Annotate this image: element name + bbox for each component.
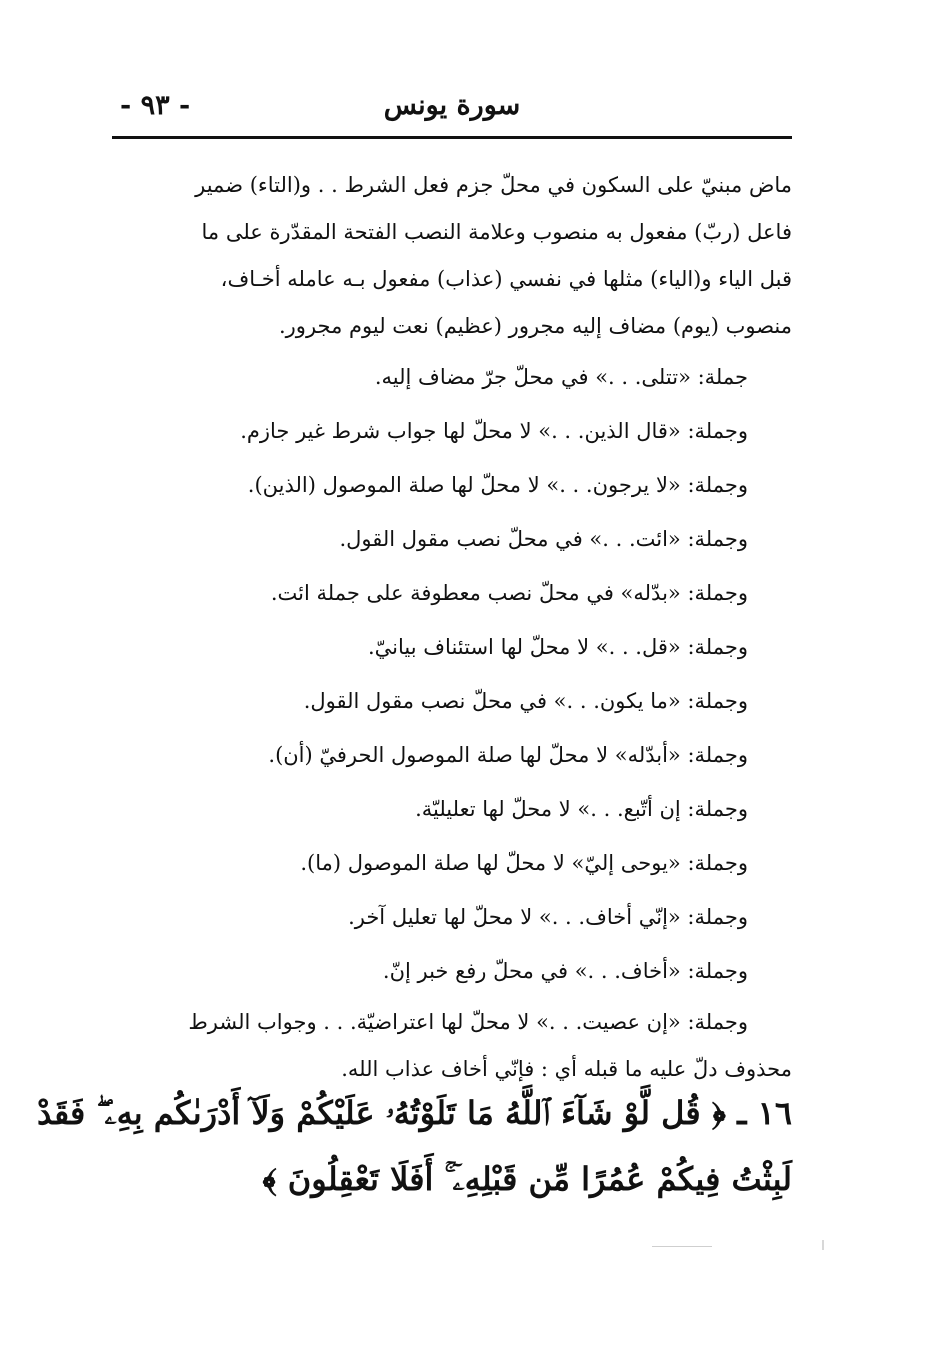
intro-paragraph	[112, 162, 792, 350]
sentence-analysis: وجملة: «أخاف. . .» في محلّ رفع خبر إنّ.	[382, 959, 748, 983]
grammar-analysis	[112, 162, 792, 1092]
verse-line: ١٦ ـ ﴿ قُل لَّوْ شَآءَ ٱللَّهُ مَا تَلَوْتُهُۥ عَلَيْكُمْ وَلَآ أَدْرَىٰكُم بِهِۦ ۖ فَقَدْ	[37, 1094, 792, 1132]
sentence-analysis: جملة: «تتلى. . .» في محلّ جرّ مضاف إليه.	[374, 365, 748, 389]
sentence-analysis: وجملة: «أبدّله» لا محلّ لها صلة الموصول الحرفيّ (أن).	[268, 743, 748, 767]
header-divider	[112, 136, 792, 139]
intro-line: منصوب (يوم) مضاف إليه مجرور (عظيم) نعت ليوم مجرور.	[278, 314, 792, 338]
sentence-analysis: وجملة: «قال الذين. . .» لا محلّ لها جواب شرط غير جازم.	[240, 419, 748, 443]
scan-artifact-line	[652, 1246, 712, 1247]
intro-line: قبل الياء و(الياء) مثلها في نفسي (عذاب) مفعول بـه عامله أخـاف،	[220, 267, 792, 291]
sentence-analysis: وجملة: «ائت. . .» في محلّ نصب مقول القول.	[339, 527, 748, 551]
sentence-analysis: وجملة: إن أتّبع. . .» لا محلّ لها تعليليّة.	[415, 797, 748, 821]
intro-line: فاعل (ربّ) مفعول به منصوب وعلامة النصب الفتحة المقدّرة على ما	[201, 220, 792, 244]
scan-artifact-mark	[822, 1240, 824, 1250]
page-number: - ٩٣ -	[120, 90, 191, 121]
sentence-analysis: وجملة: «إنّي أخاف. . .» لا محلّ لها تعليل آخر.	[348, 905, 748, 929]
sentence-analysis-continuation: محذوف دلّ عليه ما قبله أي : فإنّي أخاف عذاب الله.	[341, 1057, 792, 1081]
sentence-analysis: وجملة: «بدّله» في محلّ نصب معطوفة على جملة ائت.	[270, 581, 748, 605]
sentence-analysis: وجملة: «قل. . .» لا محلّ لها استئناف بيانيّ.	[368, 635, 748, 659]
sentence-analysis: وجملة: «لا يرجون. . .» لا محلّ لها صلة الموصول (الذين).	[247, 473, 748, 497]
sentence-analysis: وجملة: «ما يكون. . .» في محلّ نصب مقول القول.	[303, 689, 748, 713]
quran-verse	[37, 1080, 792, 1212]
sentence-analysis: وجملة: «يوحى إليّ» لا محلّ لها صلة الموصول (ما).	[300, 851, 748, 875]
surah-title: سورة يونس	[383, 90, 521, 121]
intro-line: ماض مبنيّ على السكون في محلّ جزم فعل الشرط . . و(التاء) ضمير	[195, 173, 792, 197]
page-header	[112, 86, 792, 130]
verse-line: لَبِثْتُ فِيكُمْ عُمُرًا مِّن قَبْلِهِۦٓ ۚ أَفَلَا تَعْقِلُونَ ﴾	[262, 1160, 792, 1198]
sentence-analysis-last: وجملة: «إن عصيت. . .» لا محلّ لها اعتراضيّة. . . وجواب الشرط	[188, 1010, 748, 1034]
